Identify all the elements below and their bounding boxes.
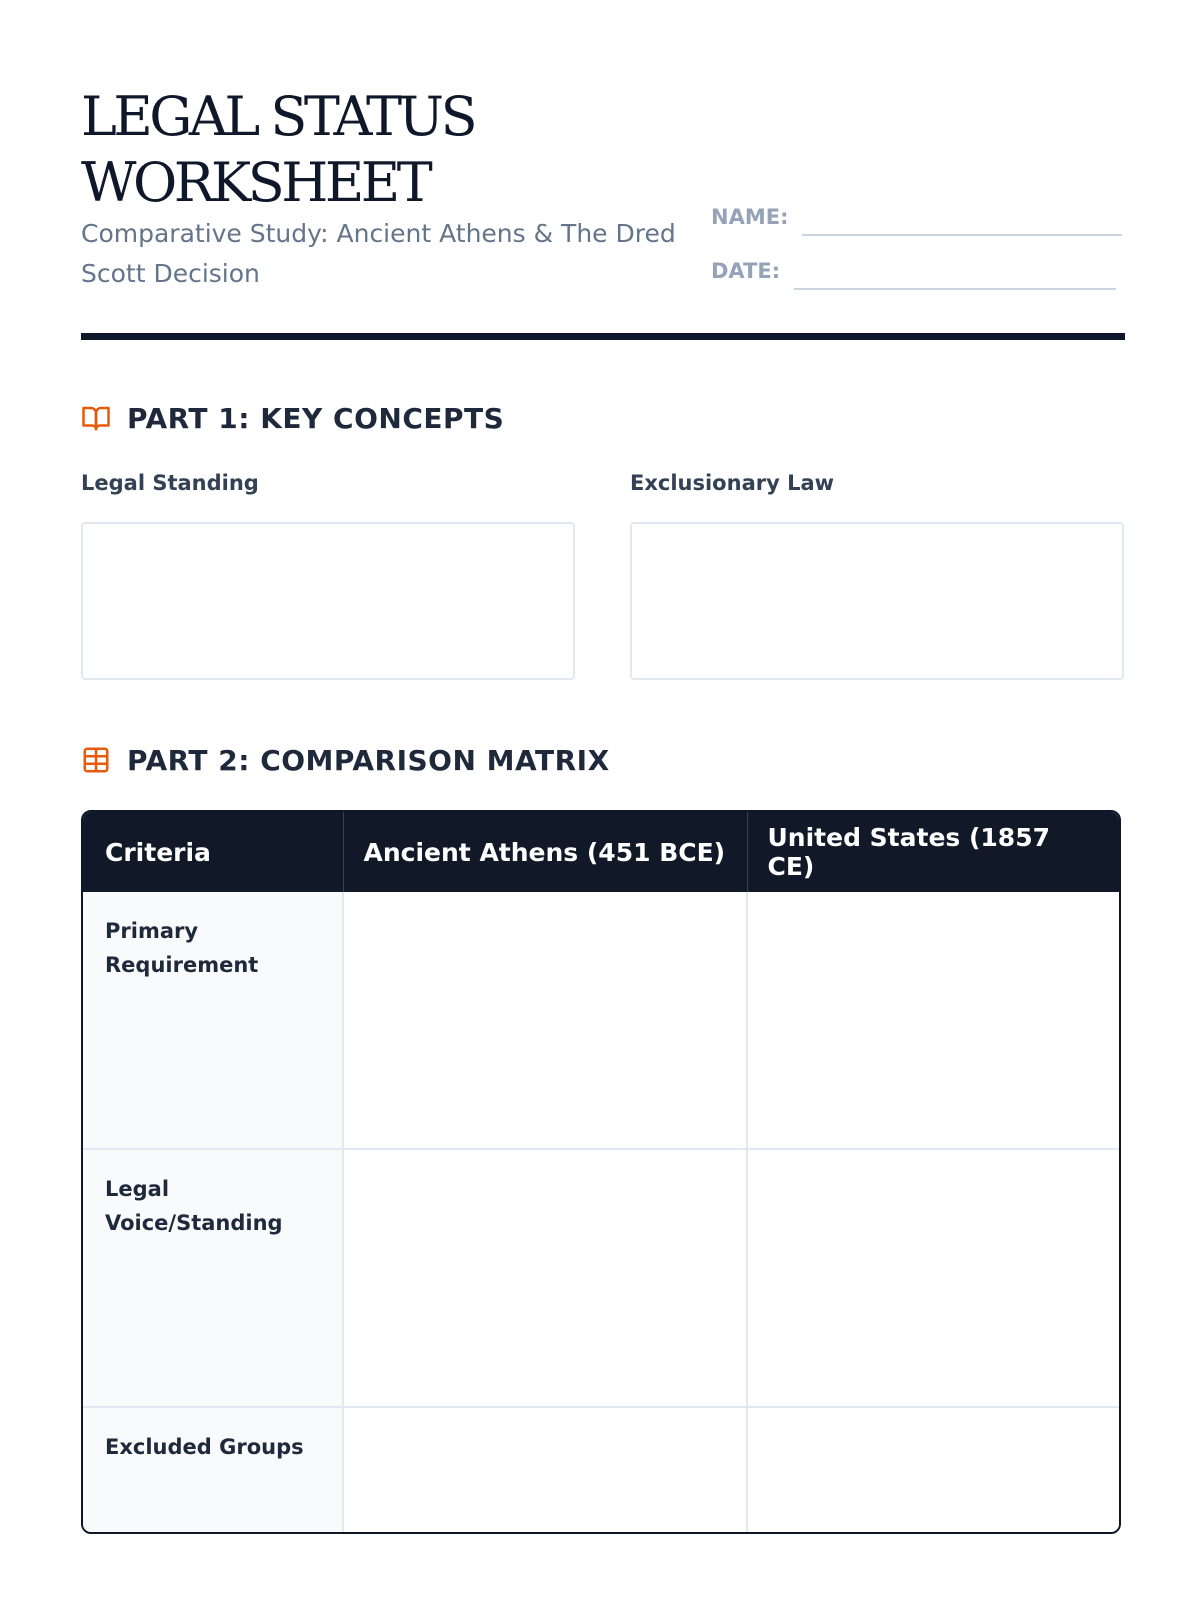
- athens-answer-cell[interactable]: [343, 1407, 747, 1534]
- concept-label: Exclusionary Law: [630, 471, 835, 495]
- name-line[interactable]: [802, 234, 1122, 236]
- book-open-icon: [81, 403, 111, 433]
- concept-label: Legal Standing: [81, 471, 259, 495]
- concept-legal-standing: [81, 468, 575, 680]
- concept-exclusionary-law: [630, 468, 1124, 680]
- date-line[interactable]: [794, 288, 1116, 290]
- date-label: DATE:: [711, 259, 781, 283]
- name-label: NAME:: [711, 205, 789, 229]
- athens-answer-cell[interactable]: [343, 1149, 747, 1407]
- page-subtitle: Comparative Study: Ancient Athens & The Dred Scott Decision: [81, 219, 676, 288]
- criteria-cell: Primary Requirement: [83, 892, 343, 1149]
- title-line-2: WORKSHEET: [81, 151, 430, 214]
- table-row: [83, 1407, 1119, 1534]
- column-header-criteria: Criteria: [83, 812, 343, 892]
- page-title: [81, 84, 701, 216]
- us-answer-cell[interactable]: [747, 1407, 1119, 1534]
- us-answer-cell[interactable]: [747, 1149, 1119, 1407]
- criteria-cell: Excluded Groups: [83, 1407, 343, 1534]
- part1-heading: [81, 398, 504, 438]
- column-header-athens: Ancient Athens (451 BCE): [343, 812, 747, 892]
- worksheet-header: [81, 84, 1125, 342]
- table-grid-icon: [81, 745, 111, 775]
- comparison-matrix: [81, 810, 1121, 1534]
- title-line-1: LEGAL STATUS: [81, 85, 475, 148]
- part2-title: PART 2: COMPARISON MATRIX: [127, 743, 610, 777]
- name-field-row: [711, 204, 1122, 230]
- us-answer-cell[interactable]: [747, 892, 1119, 1149]
- concept-answer-box[interactable]: [81, 522, 575, 680]
- table-row: [83, 1149, 1119, 1407]
- criteria-cell: Legal Voice/Standing: [83, 1149, 343, 1407]
- concept-answer-box[interactable]: [630, 522, 1124, 680]
- date-field-row: [711, 258, 1116, 284]
- table-row: [83, 892, 1119, 1149]
- athens-answer-cell[interactable]: [343, 892, 747, 1149]
- part1-title: PART 1: KEY CONCEPTS: [127, 401, 505, 435]
- column-header-united-states: United States (1857 CE): [747, 812, 1119, 892]
- comparison-table: [83, 812, 1119, 1534]
- header-divider: [81, 333, 1125, 340]
- table-header-row: [83, 812, 1119, 892]
- part2-heading: [81, 740, 610, 780]
